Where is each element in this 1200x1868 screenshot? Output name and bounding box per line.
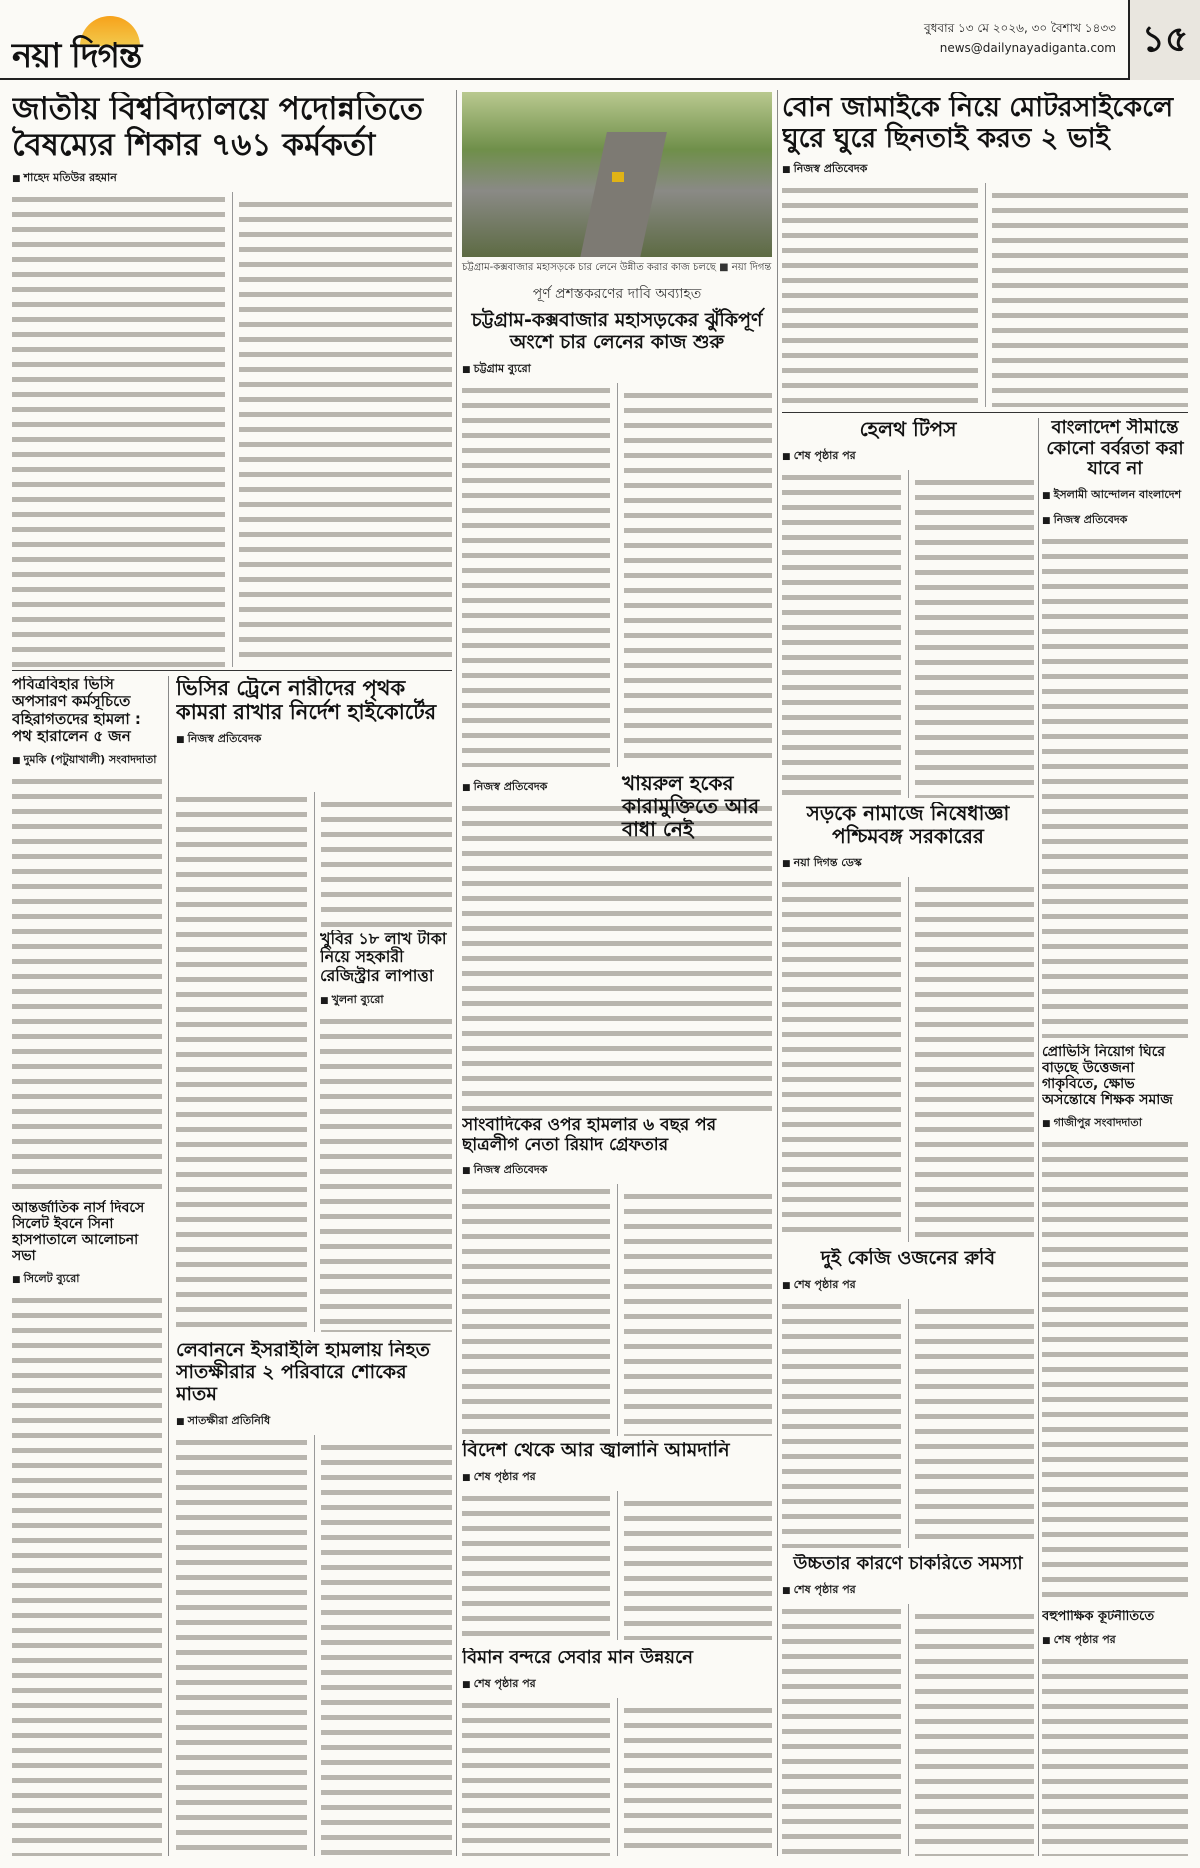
story-body [462,383,772,767]
story-train-compartment [176,676,452,786]
divider-line [782,412,1188,413]
story-byline: ■ চট্টগ্রাম ব্যুরো [462,360,772,379]
story-fuel-import [462,1440,772,1640]
caption-text: চট্টগ্রাম-কক্সবাজার মহাসড়কে চার লেনে উন্নীত করার কাজ চলছে [462,262,716,273]
story-headline[interactable]: প্রোভিসি নিয়োগ ঘিরে বাড়ছে উত্তেজনা গাকৃবিতে, ক্ষোভ অসন্তোষে শিক্ষক সমাজ [1042,1044,1173,1109]
story-national-university [12,92,452,667]
story-headline[interactable]: খায়রুল হকের কারামুক্তিতে আর বাধা নেই [622,772,760,841]
story-headline[interactable]: সাংবাদিকের ওপর হামলার ৬ বছর পর ছাত্রলীগ নেতা রিয়াদ গ্রেফতার [462,1116,717,1155]
story-ku-funds [320,930,452,1330]
story-headline[interactable]: উচ্চতার কারণে চাকরিতে সমস্যা [793,1554,1023,1574]
story-body [320,1014,452,1330]
story-body [782,183,1188,407]
dateline [924,18,1116,58]
logo-text: নয়া দিগন্ত [12,36,142,76]
issue-date: বুধবার ১৩ মে ২০২৬, ৩০ বৈশাখ ১৪৩৩ [924,21,1116,35]
story-health-tips [782,418,1034,798]
story-khairul-haque [462,772,772,1112]
story-highway-four-lane [462,282,772,767]
story-nurses-day [12,1200,162,1856]
story-university-attack [12,676,162,1196]
story-body [782,470,1034,798]
story-lebanon-attack [176,1340,452,1856]
photo-road-shape [577,132,667,257]
story-byline: ■ খুলনা ব্যুরো [320,991,452,1010]
column-rule [1038,418,1039,1856]
story-body [12,1293,162,1856]
photo-truck-shape [612,172,624,182]
story-byline: ■ শেষ পৃষ্ঠার পর [782,1276,1034,1295]
story-body [1042,534,1188,1038]
story-byline: ■ শেষ পৃষ্ঠার পর [462,1675,772,1694]
story-body [462,1184,772,1436]
newspaper-logo[interactable] [12,14,212,74]
story-byline: ■ সিলেট ব্যুরো [12,1270,162,1289]
story-headline[interactable]: পবিত্রবিহার ভিসি অপসারণ কর্মসূচিতে বহিরাগতদের হামলা : পথ হারালেন ৫ জন [12,676,141,745]
story-ruby-gem [782,1248,1034,1548]
story-byline: ■ শেষ পৃষ্ঠার পর [1042,1631,1188,1650]
column-rule [168,676,169,1856]
photo-caption [462,260,772,277]
story-byline: ■ সাতক্ষীরা প্রতিনিধি [176,1412,452,1431]
highway-construction-photo [462,92,772,257]
story-byline: ■ গাজীপুর সংবাদদাতা [1042,1114,1188,1133]
story-kicker: পূর্ণ প্রশস্তকরণের দাবি অব্যাহত [532,286,702,302]
story-journalist-attack [462,1116,772,1436]
story-headline[interactable]: বাংলাদেশ সীমান্তে কোনো বর্বরতা করা যাবে না [1046,418,1184,480]
story-subhead: ■ ইসলামী আন্দোলন বাংলাদেশ [1042,486,1188,505]
story-headline[interactable]: বিদেশ থেকে আর জ্বালানি আমদানি [462,1440,730,1461]
story-byline: ■ নিজস্ব প্রতিবেদক [462,778,772,797]
story-byline: ■ শেষ পৃষ্ঠার পর [782,1581,1034,1600]
story-headline[interactable]: জাতীয় বিশ্ববিদ্যালয়ে পদোন্নতিতে বৈষম্যের শিকার ৭৬১ কর্মকর্তা [12,92,424,163]
story-body [12,774,162,1196]
story-motorcycle-robbery [782,92,1188,407]
story-byline: ■ দুমকি (পটুয়াখালী) সংবাদদাতা [12,751,162,770]
column-rule [777,90,778,1856]
story-body [1042,1137,1188,1604]
divider-line [12,670,452,671]
contact-email[interactable]: news@dailynayadiganta.com [939,41,1116,55]
story-headline[interactable]: হেলথ টিপস [859,418,957,441]
story-byline: ■ নিজস্ব প্রতিবেদক [782,160,1188,179]
story-body [462,801,772,1112]
story-headline[interactable]: লেবাননে ইসরাইলি হামলায় নিহত সাতক্ষীরার ২ পরিবারে শোকের মাতম [176,1340,430,1405]
story-body [176,1435,452,1856]
story-byline: ■ নিজস্ব প্রতিবেদক [1042,511,1188,530]
story-multilateral-diplomacy [1042,1610,1188,1856]
story-byline: ■ শাহেদ মতিউর রহমান [12,169,452,188]
story-provc-appointment [1042,1044,1188,1604]
story-border-brutality [1042,418,1188,1038]
story-headline[interactable]: ভিসির ট্রেনে নারীদের পৃথক কামরা রাখার নির্দেশ হাইকোর্টের [176,676,437,725]
masthead [0,0,1200,80]
story-headline[interactable]: বোন জামাইকে নিয়ে মোটরসাইকেলে ঘুরে ঘুরে ছিনতাই করত ২ ভাই [782,92,1174,155]
story-byline: ■ নিজস্ব প্রতিবেদক [176,730,452,749]
story-byline: ■ শেষ পৃষ্ঠার পর [782,447,1034,466]
story-body [782,1299,1034,1548]
photo-credit: ■ নয়া দিগন্ত [719,262,772,273]
story-headline[interactable]: বিমান বন্দরে সেবার মান উন্নয়নে [462,1648,693,1668]
story-airport-service [462,1648,772,1856]
story-byline: ■ নয়া দিগন্ত ডেস্ক [782,854,1034,873]
column-rule [456,90,457,1856]
story-headline[interactable]: দুই কেজি ওজনের রুবি [820,1248,996,1269]
story-headline[interactable]: আন্তর্জাতিক নার্স দিবসে সিলেট ইবনে সিনা হাসপাতালে আলোচনা সভা [12,1200,145,1265]
story-headline[interactable]: চট্টগ্রাম-কক্সবাজার মহাসড়কের ঝুঁকিপূর্ণ অংশে চার লেনের কাজ শুরু [471,309,763,353]
story-body [782,1604,1034,1856]
story-byline: ■ শেষ পৃষ্ঠার পর [462,1468,772,1487]
story-body [462,1698,772,1856]
story-road-prayer-ban [782,802,1034,1242]
story-height-job-problem [782,1554,1034,1856]
story-body [462,1491,772,1640]
story-body [12,192,452,667]
story-headline[interactable]: বহুপাক্ষিক কূটনীতিতে [1042,1610,1155,1624]
story-body [1042,1654,1188,1856]
story-headline[interactable]: সড়কে নামাজে নিষেধাজ্ঞা পশ্চিমবঙ্গ সরকারের [806,802,1010,848]
story-byline: ■ নিজস্ব প্রতিবেদক [462,1161,772,1180]
page-number: ১৫ [1128,0,1200,80]
story-headline[interactable]: খুবির ১৮ লাখ টাকা নিয়ে সহকারী রেজিস্ট্রার লাপাত্তা [320,930,447,985]
story-body [782,877,1034,1242]
